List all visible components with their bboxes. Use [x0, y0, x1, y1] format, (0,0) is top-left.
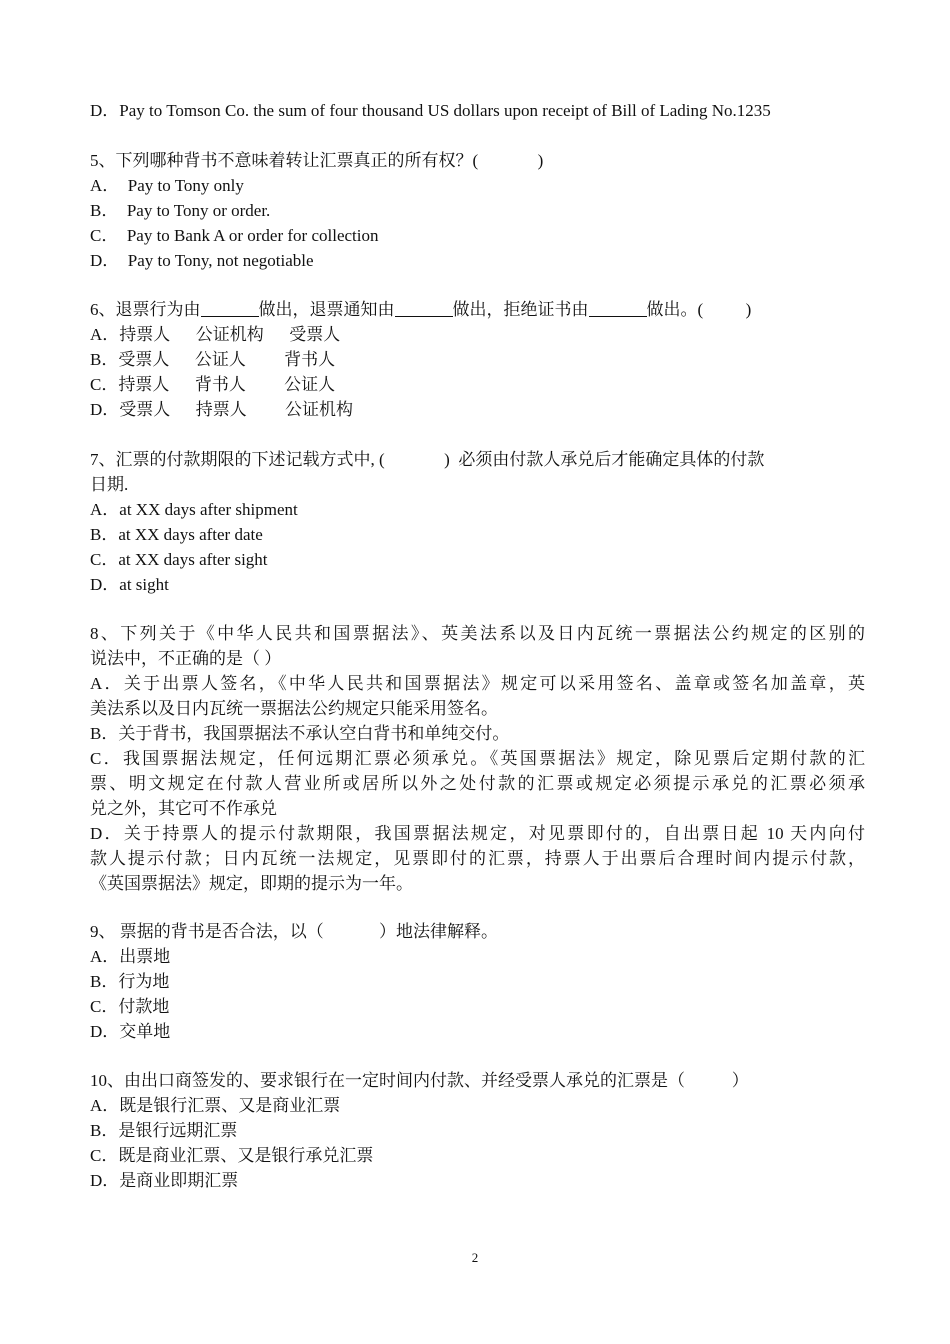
- option-c: C．持票人 背书人 公证人: [90, 375, 336, 394]
- question-stem: [90, 297, 865, 322]
- fill-blank: [201, 298, 259, 317]
- stem-part: 6、退票行为由: [90, 300, 201, 319]
- stem-part: 做出，拒绝证书由: [452, 300, 589, 319]
- option-a: A．出票地: [90, 947, 171, 966]
- option-b: B．at XX days after date: [90, 525, 263, 544]
- option-c: C． Pay to Bank A or order for collection: [90, 226, 379, 245]
- question-5: [90, 148, 865, 273]
- fill-blank: [589, 298, 647, 317]
- option-a-cont: 美法系以及日内瓦统一票据法公约规定只能采用签名。: [90, 699, 498, 718]
- question-9: [90, 919, 865, 1044]
- option-d: D．是商业即期汇票: [90, 1171, 239, 1190]
- option-b: B． Pay to Tony or order.: [90, 201, 271, 220]
- option-c-cont: 兑之外，其它可不作承兑: [90, 799, 277, 818]
- option-b: B．受票人 公证人 背书人: [90, 350, 336, 369]
- question-4-tail: [90, 98, 865, 123]
- option-d: D．at sight: [90, 575, 169, 594]
- option-a: A．at XX days after shipment: [90, 500, 298, 519]
- option-a: A．既是银行汇票、又是商业汇票: [90, 1096, 341, 1115]
- question-6: [90, 297, 865, 422]
- question-stem: 5、下列哪种背书不意味着转让汇票真正的所有权？( ): [90, 151, 544, 170]
- option-b: B．是银行远期汇票: [90, 1121, 238, 1140]
- question-8: [90, 621, 865, 896]
- option-d: D． Pay to Tony, not negotiable: [90, 251, 314, 270]
- page-number: 2: [471, 1250, 479, 1265]
- question-stem: 9、 票据的背书是否合法，以（ ）地法律解释。: [90, 922, 498, 941]
- option-d: D．交单地: [90, 1022, 171, 1041]
- option-c: C．at XX days after sight: [90, 550, 268, 569]
- question-stem: 10、由出口商签发的、要求银行在一定时间内付款、并经受票人承兑的汇票是（ ）: [90, 1071, 749, 1090]
- question-stem: 7、汇票的付款期限的下述记载方式中, ( ) 必须由付款人承兑后才能确定具体的付款: [90, 450, 765, 469]
- question-10: [90, 1068, 865, 1193]
- option-c-cont: 票、明文规定在付款人营业所或居所以外之处付款的汇票或规定必须提示承兑的汇票必须承: [90, 774, 865, 793]
- option-a: A．持票人 公证机构 受票人: [90, 325, 341, 344]
- option-b: B．行为地: [90, 972, 170, 991]
- option-d: D．关于持票人的提示付款期限，我国票据法规定，对见票即付的，自出票日起 10 天内向付: [90, 824, 865, 843]
- question-7: [90, 447, 865, 597]
- option-c: C．付款地: [90, 997, 170, 1016]
- option-c: C．我国票据法规定，任何远期汇票必须承兑。《英国票据法》规定，除见票后定期付款的汇: [90, 749, 865, 768]
- fill-blank: [395, 298, 453, 317]
- option-d: D．Pay to Tomson Co. the sum of four thousand US dollars upon receipt of Bill of Lading No.1235: [90, 101, 771, 120]
- question-stem-cont: 说法中，不正确的是（ ）: [90, 649, 282, 668]
- question-stem: 8、下列关于《中华人民共和国票据法》、英美法系以及日内瓦统一票据法公约规定的区别的: [90, 624, 865, 643]
- option-c: C．既是商业汇票、又是银行承兑汇票: [90, 1146, 374, 1165]
- option-d-cont: 《英国票据法》规定，即期的提示为一年。: [90, 874, 413, 893]
- option-b: B．关于背书，我国票据法不承认空白背书和单纯交付。: [90, 724, 510, 743]
- stem-part: 做出。( ): [646, 300, 752, 319]
- question-stem-cont: 日期.: [90, 475, 129, 494]
- stem-part: 做出，退票通知由: [258, 300, 395, 319]
- option-d: D．受票人 持票人 公证机构: [90, 400, 354, 419]
- option-a: A．关于出票人签名，《中华人民共和国票据法》规定可以采用签名、盖章或签名加盖章，英: [90, 674, 865, 693]
- option-a: A． Pay to Tony only: [90, 176, 244, 195]
- option-d-cont: 款人提示付款；日内瓦统一法规定，见票即付的汇票，持票人于出票后合理时间内提示付款，: [90, 849, 865, 868]
